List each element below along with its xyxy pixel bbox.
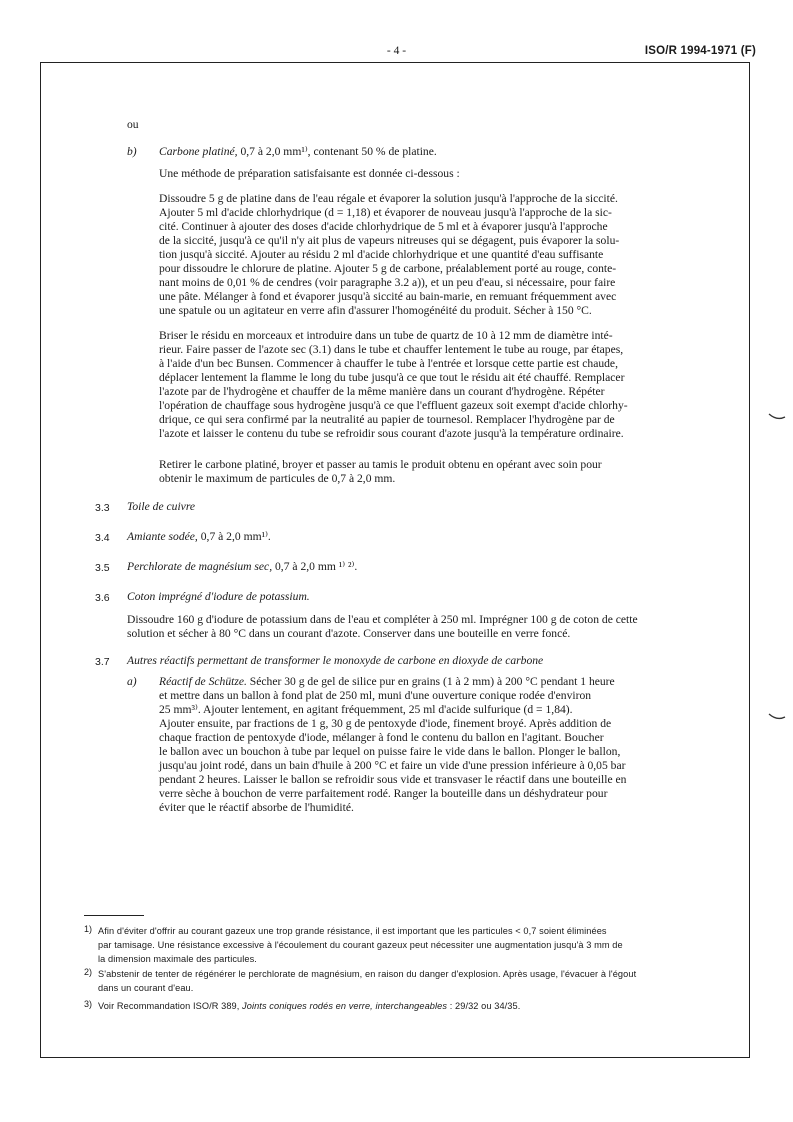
item-b-heading bbox=[159, 145, 437, 159]
a-line: chaque fraction de pentoxyde d'iode, mélanger à fond le contenu du ballon en l'agitant. Boucher bbox=[159, 731, 604, 744]
a-line: verre sèche à bouchon de verre parfaitement rodé. Ranger la bouteille dans un déshydrateur pour bbox=[159, 787, 608, 800]
s36-line: Dissoudre 160 g d'iodure de potassium dans de l'eau et compléter à 250 ml. Imprégner 100 g de coton de cette bbox=[127, 613, 638, 626]
footnote-3-post: : 29/32 ou 34/35. bbox=[447, 1001, 521, 1011]
p3-line: Retirer le carbone platiné, broyer et passer au tamis le produit obtenu en opérant avec soin pour bbox=[159, 458, 602, 471]
item-a-first: Sécher 30 g de gel de silice pur en grains (1 à 2 mm) à 200 °C pendant 1 heure bbox=[246, 675, 615, 688]
footnote-1-line: par tamisage. Une résistance excessive à l'écoulement du courant gazeux peut nécessiter une augmentation jusqu'à 3 mm de bbox=[98, 940, 623, 950]
p1-line: une pâte. Mélanger à fond et évaporer jusqu'à siccité au bain-marie, en remuant fréquemment avec bbox=[159, 290, 617, 303]
margin-mark bbox=[768, 712, 786, 722]
a-line: le ballon avec un bouchon à tube par lequel on puisse faire le vide dans le ballon. Plonger le ballon, bbox=[159, 745, 621, 758]
p1-line: pour dissoudre le chlorure de platine. Ajouter 5 g de carbone, préalablement porté au rouge, conte- bbox=[159, 262, 617, 275]
a-line: pendant 2 heures. Laisser le ballon se refroidir sous vide et transvaser le réactif dans une bouteille en bbox=[159, 773, 627, 786]
section-3-3-number: 3.3 bbox=[95, 502, 110, 514]
footnote-separator bbox=[84, 915, 144, 916]
footnote-3-marker: 3) bbox=[84, 999, 93, 1009]
footnote-3-line bbox=[98, 1000, 520, 1014]
p1-line: une spatule ou un agitateur en verre afin d'assurer l'homogénéité du produit. Sécher à 150 °C. bbox=[159, 304, 592, 317]
item-a-first-line bbox=[159, 675, 615, 689]
p2-line: l'azote par de l'hydrogène et chauffer de la même manière dans un courant d'hydrogène. Répéter bbox=[159, 385, 605, 398]
item-b-title: Carbone platiné, bbox=[159, 145, 238, 158]
page-number: - 4 - bbox=[386, 45, 407, 57]
section-3-5-heading bbox=[127, 560, 357, 574]
footnote-3-title: Joints coniques rodés en verre, interchangeables bbox=[242, 1001, 448, 1011]
section-3-7-title: Autres réactifs permettant de transformer le monoxyde de carbone en dioxyde de carbone bbox=[127, 654, 544, 667]
p2-line: déplacer lentement la flamme le long du tube jusqu'à ce que tout le résidu ait été chauffé. Remplacer bbox=[159, 371, 625, 384]
method-intro: Une méthode de préparation satisfaisante est donnée ci-dessous : bbox=[159, 167, 460, 180]
footnote-2-marker: 2) bbox=[84, 967, 93, 977]
p1-line: tion jusqu'à siccité. Ajouter au résidu 2 ml d'acide chlorhydrique et une quantité d'eau suffisante bbox=[159, 248, 604, 261]
document-reference: ISO/R 1994-1971 (F) bbox=[644, 45, 756, 57]
a-line: jusqu'au joint rodé, dans un bain d'huile à 200 °C et faire un vide d'une pression inférieure à 0,05 bar bbox=[159, 759, 626, 772]
s36-line: solution et sécher à 80 °C dans un courant d'azote. Conserver dans une bouteille en verre foncé. bbox=[127, 627, 571, 640]
p2-line: drique, ce qui sera confirmé par la neutralité au papier de tournesol. Remplacer l'hydrogène par de bbox=[159, 413, 615, 426]
p1-line: nant moins de 0,01 % de cendres (voir paragraphe 3.2 a)), et un peu d'eau, si nécessaire, pour faire bbox=[159, 276, 616, 289]
section-3-6-title: Coton imprégné d'iodure de potassium. bbox=[127, 590, 310, 603]
p2-line: l'opération de chauffage sous hydrogène jusqu'à ce que l'effluent gazeux soit exempt d'acide chlorhy- bbox=[159, 399, 628, 412]
footnote-1-line: la dimension maximale des particules. bbox=[98, 954, 257, 964]
section-3-6-number: 3.6 bbox=[95, 592, 110, 604]
footnote-1-marker: 1) bbox=[84, 924, 93, 934]
section-3-3-title: Toile de cuivre bbox=[127, 500, 196, 513]
item-a-label: a) bbox=[127, 675, 137, 688]
p2-line: l'azote et laisser le contenu du tube se refroidir sous courant d'azote jusqu'à la température ordinaire. bbox=[159, 427, 624, 440]
p2-line: à l'aide d'un bec Bunsen. Commencer à chauffer le tube à l'entrée et lorsque cette partie est chaude, bbox=[159, 357, 618, 370]
section-3-5-title: Perchlorate de magnésium sec, bbox=[127, 560, 273, 573]
footnote-2-line: dans un courant d'eau. bbox=[98, 983, 194, 993]
section-3-4-rest: 0,7 à 2,0 mm¹⁾. bbox=[197, 530, 271, 543]
a-line: et mettre dans un ballon à fond plat de 250 ml, muni d'une ouverture conique rodée d'environ bbox=[159, 689, 592, 702]
footnote-1-line: Afin d'éviter d'offrir au courant gazeux une trop grande résistance, il est important que les particules < 0,7 soient éliminées bbox=[98, 926, 607, 936]
p2-line: Briser le résidu en morceaux et introduire dans un tube de quartz de 10 à 12 mm de diamètre inté- bbox=[159, 329, 613, 342]
p1-line: Dissoudre 5 g de platine dans de l'eau régale et évaporer la solution jusqu'à l'approche de la siccité. bbox=[159, 192, 618, 205]
section-3-5-number: 3.5 bbox=[95, 562, 110, 574]
a-line: 25 mm³⁾. Ajouter lentement, en agitant fréquemment, 25 ml d'acide sulfurique (d = 1,84). bbox=[159, 703, 573, 716]
item-b-label: b) bbox=[127, 145, 137, 158]
a-line: Ajouter ensuite, par fractions de 1 g, 30 g de pentoxyde d'iode, finement broyé. Après addition de bbox=[159, 717, 612, 730]
section-3-4-title: Amiante sodée, bbox=[127, 530, 198, 543]
margin-mark bbox=[768, 412, 786, 422]
section-3-4-number: 3.4 bbox=[95, 532, 110, 544]
footnote-3-pre: Voir Recommandation ISO/R 389, bbox=[98, 1001, 243, 1011]
p1-line: Ajouter 5 ml d'acide chlorhydrique (d = 1,18) et évaporer de nouveau jusqu'à l'approche de la sic- bbox=[159, 206, 612, 219]
item-a-title: Réactif de Schütze. bbox=[159, 675, 247, 688]
section-3-5-rest: 0,7 à 2,0 mm ¹⁾ ²⁾. bbox=[272, 560, 358, 573]
p1-line: cité. Continuer à ajouter des doses d'acide chlorhydrique de 5 ml et à évaporer jusqu'à l'approche bbox=[159, 220, 608, 233]
item-b-rest: 0,7 à 2,0 mm¹⁾, contenant 50 % de platine. bbox=[237, 145, 437, 158]
p1-line: de la siccité, jusqu'à ce qu'il n'y ait plus de vapeurs nitreuses qui se dégagent, puis évaporer la solu- bbox=[159, 234, 620, 247]
p3-line: obtenir le maximum de particules de 0,7 à 2,0 mm. bbox=[159, 472, 396, 485]
a-line: éviter que le réactif absorbe de l'humidité. bbox=[159, 801, 354, 814]
footnote-2-line: S'abstenir de tenter de régénérer le perchlorate de magnésium, en raison du danger d'explosion. Après usage, l'évacuer à l'égout bbox=[98, 969, 637, 979]
p2-line: rieur. Faire passer de l'azote sec (3.1) dans le tube et chauffer lentement le tube au rouge, par étapes, bbox=[159, 343, 624, 356]
section-3-4-heading bbox=[127, 530, 271, 544]
section-3-7-number: 3.7 bbox=[95, 656, 110, 668]
ou-text: ou bbox=[127, 118, 139, 131]
